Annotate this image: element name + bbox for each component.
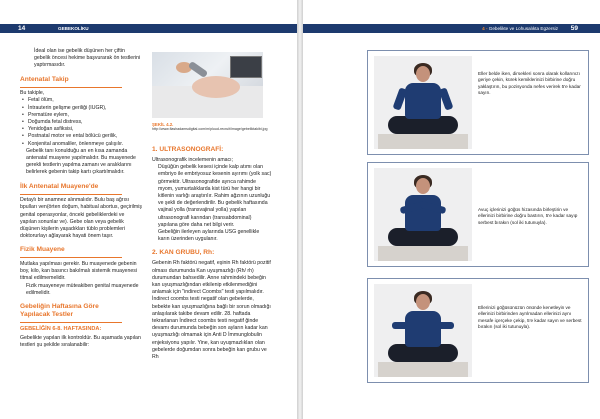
- fizik-paragraph-1: Mutlaka yapılması gerekir. Bu muayenede gebenin boy, kilo, kan basıncı bakılmalı sistemik muayenesi titmal edilmemelidir.: [20, 261, 137, 282]
- right-page: [303, 0, 600, 419]
- list-item: • Yenidoğan asfiksisi,: [28, 126, 142, 133]
- list-item: • Prematüre eylem,: [28, 112, 142, 119]
- heading-rule: [20, 87, 122, 88]
- exercise-text: Ellerinizi göğüsünüzün önünde kenetleyin ve ellerinizi birbirinden ayrılmadan ellerinizi aynı mesafe içerçeke çekip, 5'e kadar sayın ve serbest bırakın (sol iki tutunuyla).: [478, 305, 582, 330]
- exercise-text: Eller belde iken, dirsekleri sonra olarak kollarınızı geriye çekin, kürek kemiklerinizi birbirine doğru yaklaştırın, bu pozisyonda nefes verirek 5'e kadar sayın.: [478, 71, 581, 96]
- usg-heading: 1. ULTRASONOGRAFİ:: [152, 146, 224, 153]
- running-title-accent: 4 -: [482, 26, 488, 31]
- right-page-number: 59: [570, 25, 578, 32]
- heading-rule: [20, 194, 122, 195]
- ilk-paragraph: Detaylı bir anamnez alınmalıdır. Bulu baş ağrısı bpulları ven(örten doğum, habitual abortus, geçirilmiş genital operasyonlar, önceki gebeliklerdeki ve yapılan sonunlar ve). Gebe olan veya gebelik düşünen kişilerin yaşadıkları tüblo problemleri doktorurlayı ağlayarak hayati önem taşır.: [20, 197, 142, 240]
- ultrasound-photo: [152, 52, 263, 118]
- left-running-title: GEBEKOLİKU: [58, 26, 89, 31]
- list-item: • Postnatal motor ve ental bölücü gerilik,: [28, 133, 142, 140]
- left-column: [20, 48, 142, 349]
- haftasina-heading-2: Yapılacak Testler: [20, 311, 74, 319]
- antenatal-paragraph: Gebelik tanı konulduğu an en kısa zamanda antenatal muayene yapılmalıdır. Bu muayenede gerekli testlerin yapılma zamanı ve aralıklarını belirlerek gebenin takip kartı çıkartılmalıdır.: [26, 147, 136, 176]
- left-page-number: 14: [18, 25, 26, 32]
- usg-lead: Ultrasonografik incelemenin amacı;: [152, 157, 234, 163]
- ilk-heading: İlk Antenatal Muayene'de: [20, 182, 99, 190]
- fizik-heading: Fizik Muayene: [20, 246, 65, 254]
- usg-paragraph-2: Gebeliğin ilerleyen aylarında USG genellikle karın üzerinden uygulanır.: [158, 229, 260, 243]
- list-item: • İntrauterin gelişme geriliği (IUGR),: [28, 105, 142, 112]
- fizik-paragraph-2: Fizik muayeneye müteakiben genital muayenede edilmelidir.: [26, 282, 139, 296]
- list-item: • Fetal ölüm,: [28, 97, 142, 104]
- left-header-bar: [0, 24, 297, 33]
- haftasina-heading-1: Gebeliğin Haftasına Göre: [20, 303, 99, 311]
- exercise-panel: [367, 278, 589, 383]
- exercise-photo: [374, 56, 472, 149]
- running-title-text: Gebelikte ve Lohusalıkta Egzersiz: [488, 26, 558, 31]
- left-page: [0, 0, 297, 419]
- figure-label: ŞEKİL 4.2.: [152, 122, 174, 127]
- exercise-panel: [367, 50, 589, 155]
- figure-source: http://www.flashadamsdigital.com/m/ploud-recruit/image/gebeliktakibi.jpg: [152, 127, 268, 131]
- usg-paragraph: Düşüğün gebelik kesesi içinde kalp atımı olan embriyo ile embriyosuz kesenin ayırımı (yolk sac) görmektir. Ultrasonografide ayrıca rahimde myom, yumurtalıklarda kist türü her hangi bir kitlenin varlığı araştırılır. Rahim ağzının uzunluğu ve şekli de değerlendirilir. Bu gebelik haftasında vajinal yolla (transvajinal yolla) yapılan ultrasonografi karından (transabdominal) yapılana göre daha net bilgi verir.: [158, 164, 272, 228]
- list-item: • Doğumda fetal distress,: [28, 119, 142, 126]
- kan-paragraph: Gebenin Rh faktörü negatif, eşinin Rh faktörü pozitif olması durumunda Kan uyuşmazlığı (Rh/ rh) durumundan bahsedilir. Anne rahmindeki bebeğin kan uyuşmazlığından etkilenip etkilenmediğini anlamak için "indirect Coombs" testi yapılmalıdır. İndirect coombs testi negatif olan gebelerde, bebekte kan uyuşmazlığına bağlı bir sorun olmadığı anlaşılarak takibe devam edilir. 28. haftada tekrarlanan İndirect coombs testi negatif ğinde devamı durumunda bebeğin son ayların kadar kan uyuşmazlığı olmamak için Anti D İmmunglobulin enjeksiyonu yapılır. Yine, kan uyuşmazlıkları olan gebelerde doğumdan sonra bebeğin kan grubu ve Rh: [152, 260, 271, 361]
- heading-rule: [20, 257, 122, 258]
- antenatal-list: [20, 97, 142, 147]
- heading-rule: [20, 322, 122, 323]
- figure-caption: [152, 122, 270, 132]
- exercise-photo: [374, 168, 472, 261]
- antenatal-heading: Antenatal Takip: [20, 75, 69, 83]
- exercise-photo: [374, 284, 472, 377]
- intro-paragraph: İdeal olan ise gebelik düşünen her çiftin gebelik öncesi hekime başvurarak ön testlerini yaptırmasıdır.: [34, 48, 141, 69]
- haftasina-paragraph: Gebelikte yapılan ilk kontroldür. Bu aşamada yapılan testleri şu şekilde sıralanabilir:: [20, 334, 141, 349]
- antenatal-lead: Bu takiple,: [20, 90, 45, 97]
- exercise-panel: [367, 162, 589, 267]
- kan-heading: 2. KAN GRUBU, Rh:: [152, 249, 215, 257]
- exercise-text: Avuç içlerinizi göğüs hizasında birleştirin ve ellerinizi birbirine doğru bastırın, 5'e kadar sayıp serbest bırakın (sol iki tutunuyla).: [478, 207, 578, 225]
- haftasina-subheading: GEBELİĞİN 6-8. HAFTASINDA:: [20, 325, 102, 332]
- right-running-title: [482, 24, 558, 33]
- list-item: • Konjenital anomaliler, önlenmeye çalışılır.: [28, 141, 142, 148]
- right-column: [152, 146, 272, 361]
